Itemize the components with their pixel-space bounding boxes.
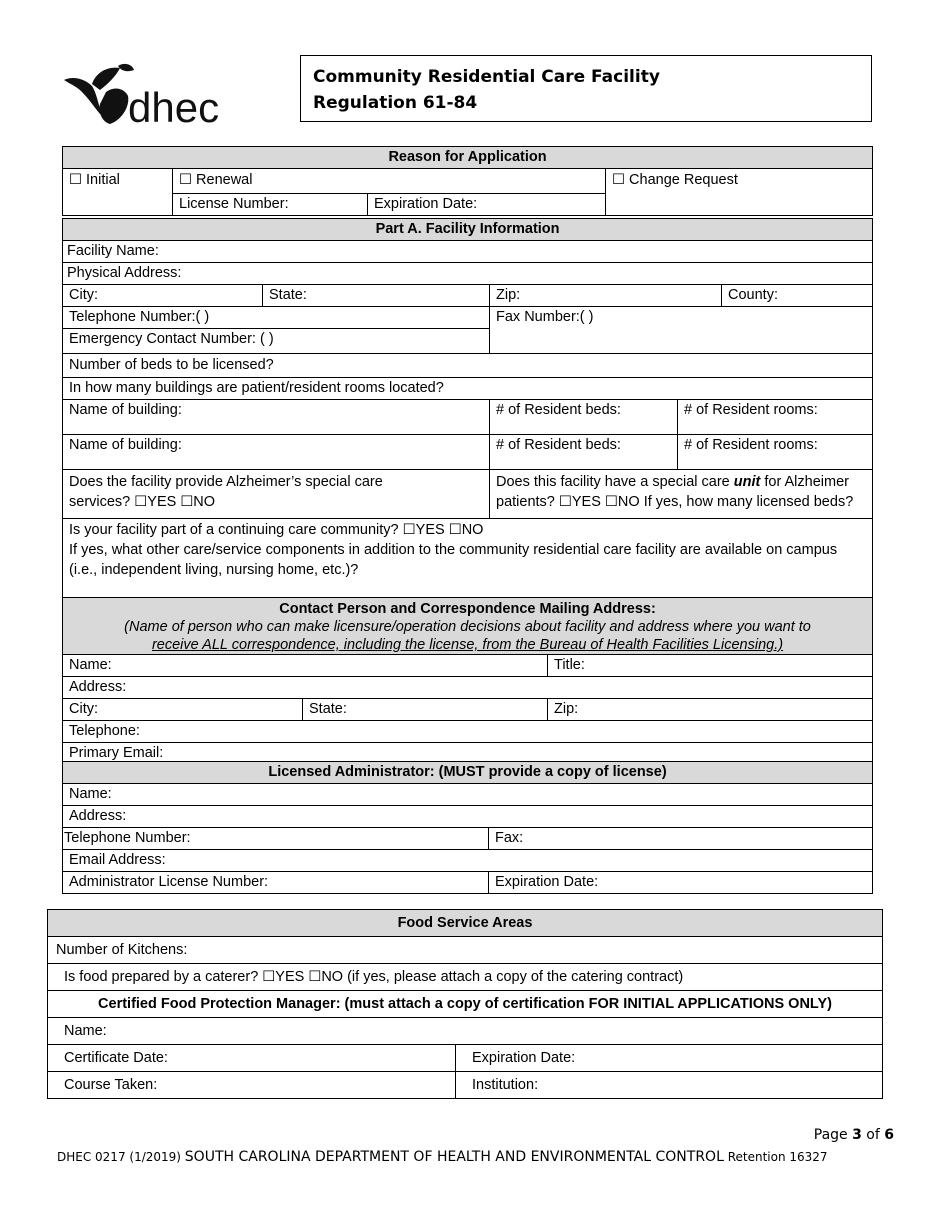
contact-name-field[interactable]: Name: bbox=[63, 655, 548, 677]
contact-note-line1: (Name of person who can make licensure/operation decisions about facility and address where you want to bbox=[124, 619, 811, 635]
building-name-field[interactable]: Name of building: bbox=[63, 400, 490, 435]
continuing-care-line: Is your facility part of a continuing care community? ☐YES ☐NO bbox=[69, 522, 484, 538]
telephone-field[interactable]: Telephone Number:( ) bbox=[63, 307, 490, 329]
admin-address-field[interactable]: Address: bbox=[63, 806, 873, 828]
retention: Retention 16327 bbox=[723, 1150, 828, 1164]
food-expiration-field[interactable]: Expiration Date: bbox=[456, 1045, 883, 1072]
alzheimer-unit-line1 bbox=[496, 472, 866, 492]
contact-zip-field[interactable]: Zip: bbox=[548, 699, 873, 721]
alzheimer-unit-pre: Does this facility have a special care bbox=[496, 474, 734, 490]
contact-telephone-field[interactable]: Telephone: bbox=[63, 721, 873, 743]
dhec-logo bbox=[62, 62, 234, 128]
resident-beds-field[interactable]: # of Resident beds: bbox=[490, 400, 678, 435]
contact-email-field[interactable]: Primary Email: bbox=[63, 743, 873, 765]
change-request-checkbox[interactable]: ☐ Change Request bbox=[606, 169, 873, 216]
contact-city-field[interactable]: City: bbox=[63, 699, 303, 721]
page-total: 6 bbox=[884, 1127, 894, 1143]
administrator-heading: Licensed Administrator: (MUST provide a copy of license) bbox=[63, 762, 873, 784]
continuing-care-detail: If yes, what other care/service components in addition to the community residential care facility are available on campus (i.e., independent living, nursing home, etc.)? bbox=[69, 542, 838, 578]
footer-form-info bbox=[57, 1149, 828, 1165]
page-current: 3 bbox=[852, 1127, 862, 1143]
facility-name-field[interactable]: Facility Name: bbox=[63, 241, 873, 263]
alzheimer-unit-line2: patients? ☐YES ☐NO If yes, how many licensed beds? bbox=[496, 494, 854, 510]
city-field[interactable]: City: bbox=[63, 285, 263, 307]
admin-telephone-field[interactable]: Telephone Number: bbox=[63, 828, 489, 850]
alzheimer-services-line2: services? ☐YES ☐NO bbox=[69, 494, 216, 510]
administrator-section bbox=[62, 761, 872, 894]
expiration-date-field[interactable]: Expiration Date: bbox=[368, 194, 606, 216]
admin-email-field[interactable]: Email Address: bbox=[63, 850, 873, 872]
county-field[interactable]: County: bbox=[722, 285, 873, 307]
page-prefix: Page bbox=[813, 1127, 853, 1143]
contact-note-line2: receive ALL correspondence, including the license, from the Bureau of Health Facilities Licensing.) bbox=[151, 637, 784, 653]
course-taken-field[interactable]: Course Taken: bbox=[48, 1072, 456, 1099]
contact-heading bbox=[63, 598, 873, 655]
form-title bbox=[300, 55, 872, 122]
alzheimer-unit-post: for Alzheimer bbox=[760, 474, 849, 490]
food-service-section bbox=[47, 909, 882, 1099]
form-id: DHEC 0217 (1/2019) bbox=[57, 1150, 185, 1164]
fax-field[interactable]: Fax Number:( ) bbox=[490, 307, 873, 354]
resident-rooms-field[interactable]: # of Resident rooms: bbox=[678, 400, 873, 435]
kitchens-field[interactable]: Number of Kitchens: bbox=[48, 937, 883, 964]
reason-heading: Reason for Application bbox=[63, 147, 873, 169]
certificate-date-field[interactable]: Certificate Date: bbox=[48, 1045, 456, 1072]
reason-for-application-section bbox=[62, 146, 872, 216]
resident-rooms-field[interactable]: # of Resident rooms: bbox=[678, 435, 873, 470]
caterer-question[interactable]: Is food prepared by a caterer? ☐YES ☐NO (if yes, please attach a copy of the catering contract) bbox=[48, 964, 883, 991]
form-title-line1: Community Residential Care Facility bbox=[313, 67, 660, 87]
cfpm-heading: Certified Food Protection Manager: (must attach a copy of certification FOR INITIAL APPLICATIONS ONLY) bbox=[48, 991, 883, 1018]
svg-text:dhec: dhec bbox=[128, 84, 220, 128]
zip-field[interactable]: Zip: bbox=[490, 285, 722, 307]
contact-address-field[interactable]: Address: bbox=[63, 677, 873, 699]
admin-fax-field[interactable]: Fax: bbox=[489, 828, 873, 850]
resident-beds-field[interactable]: # of Resident beds: bbox=[490, 435, 678, 470]
food-heading: Food Service Areas bbox=[48, 910, 883, 937]
alzheimer-services-line1: Does the facility provide Alzheimer’s special care bbox=[69, 474, 383, 490]
admin-name-field[interactable]: Name: bbox=[63, 784, 873, 806]
contact-state-field[interactable]: State: bbox=[303, 699, 548, 721]
cfpm-name-field[interactable]: Name: bbox=[48, 1018, 883, 1045]
state-field[interactable]: State: bbox=[263, 285, 490, 307]
admin-expiration-field[interactable]: Expiration Date: bbox=[489, 872, 873, 894]
contact-person-section bbox=[62, 597, 872, 765]
building-name-field[interactable]: Name of building: bbox=[63, 435, 490, 470]
contact-title-field[interactable]: Title: bbox=[548, 655, 873, 677]
part-a-section bbox=[62, 218, 872, 603]
renewal-checkbox[interactable]: ☐ Renewal bbox=[173, 169, 606, 194]
physical-address-field[interactable]: Physical Address: bbox=[63, 263, 873, 285]
agency-name: SOUTH CAROLINA DEPARTMENT OF HEALTH AND ENVIRONMENTAL CONTROL bbox=[184, 1149, 724, 1165]
emergency-contact-field[interactable]: Emergency Contact Number: ( ) bbox=[63, 329, 490, 354]
contact-heading-title: Contact Person and Correspondence Mailing Address: bbox=[279, 601, 656, 617]
part-a-heading: Part A. Facility Information bbox=[63, 219, 873, 241]
buildings-field[interactable]: In how many buildings are patient/resident rooms located? bbox=[63, 378, 873, 400]
page-of: of bbox=[861, 1127, 885, 1143]
page-number bbox=[814, 1127, 894, 1143]
initial-checkbox[interactable]: ☐ Initial bbox=[63, 169, 173, 216]
beds-field[interactable]: Number of beds to be licensed? bbox=[63, 354, 873, 378]
alzheimer-services-question[interactable] bbox=[63, 470, 490, 519]
alzheimer-unit-emphasis: unit bbox=[733, 474, 761, 490]
form-title-line2: Regulation 61-84 bbox=[313, 93, 478, 113]
alzheimer-unit-question[interactable] bbox=[490, 470, 873, 519]
license-number-field[interactable]: License Number: bbox=[173, 194, 368, 216]
continuing-care-question[interactable] bbox=[63, 519, 873, 603]
admin-license-field[interactable]: Administrator License Number: bbox=[63, 872, 489, 894]
institution-field[interactable]: Institution: bbox=[456, 1072, 883, 1099]
